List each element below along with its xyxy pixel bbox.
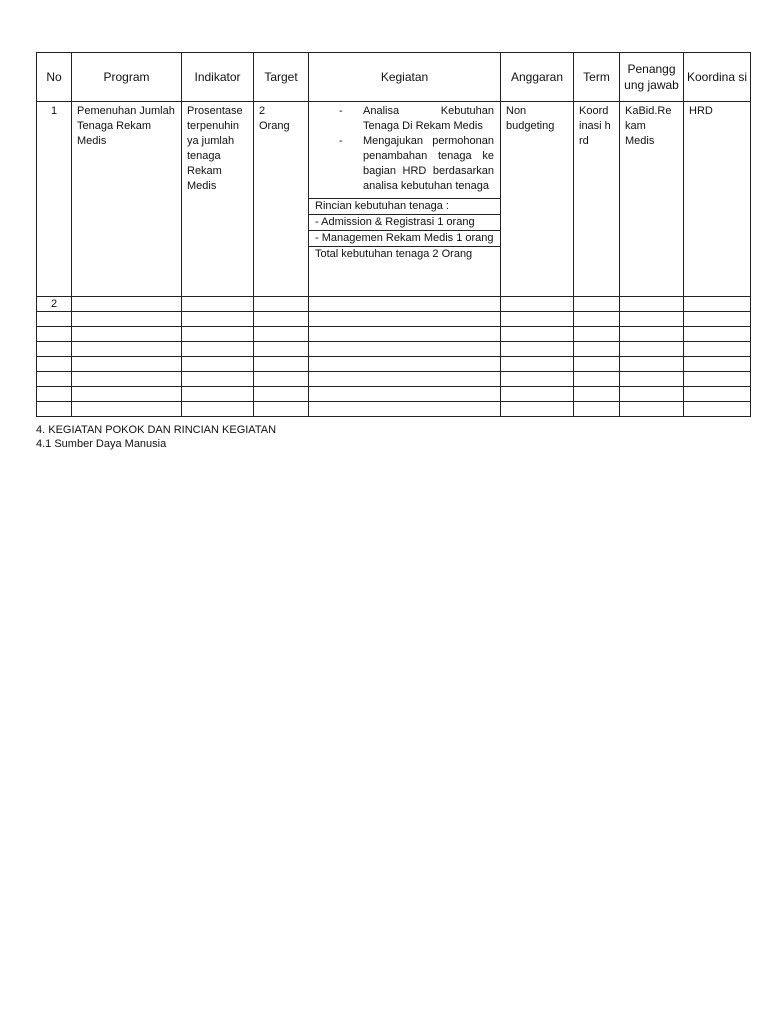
program-table: [36, 52, 751, 417]
rincian-total: Total kebutuhan tenaga 2 Orang: [309, 246, 500, 262]
row1-no: 1: [50, 105, 58, 117]
row1-program-cell: [72, 102, 182, 297]
row2-no-cell: [37, 297, 72, 312]
row1-term-cell: [574, 102, 620, 297]
header-indikator: Indikator: [182, 53, 254, 102]
table-row: [37, 102, 751, 297]
table-row: [37, 312, 751, 327]
table-row: [37, 357, 751, 372]
rincian-item: - Managemen Rekam Medis 1 orang: [309, 230, 500, 246]
row1-indikator: Prosentase terpenuhin ya jumlah tenaga Rekam Medis: [187, 105, 243, 192]
table-row: [37, 387, 751, 402]
header-no: No: [37, 53, 72, 102]
row2-no: 2: [50, 298, 58, 310]
table-row: [37, 297, 751, 312]
header-target: Target: [254, 53, 309, 102]
row1-anggaran: Non budgeting: [506, 105, 555, 132]
row1-term: Koord inasi hrd: [579, 105, 611, 147]
row1-penanggung-jawab: KaBid.Re kam Medis: [625, 105, 672, 147]
row1-target: 2 Orang: [259, 105, 290, 132]
kegiatan-item-text: Mengajukan permohonan penambahan tenaga ke bagian HRD berdasarkan analisa kebutuhan tenaga: [363, 135, 494, 192]
kegiatan-list: [309, 102, 500, 196]
row1-indikator-cell: [182, 102, 254, 297]
kegiatan-item-text: Analisa Kebutuhan Tenaga Di Rekam Medis: [363, 105, 494, 132]
row1-penanggung-jawab-cell: [620, 102, 684, 297]
rincian-title: Rincian kebutuhan tenaga :: [309, 198, 500, 214]
row1-koordinasi: HRD: [689, 105, 713, 117]
row1-anggaran-cell: [501, 102, 574, 297]
header-koordinasi: Koordina si: [684, 53, 751, 102]
header-kegiatan: Kegiatan: [309, 53, 501, 102]
row1-kegiatan-cell: [309, 102, 501, 297]
header-row: [37, 53, 751, 102]
row1-no-cell: [37, 102, 72, 297]
table-row: [37, 342, 751, 357]
table-row: [37, 327, 751, 342]
row1-program: Pemenuhan Jumlah Tenaga Rekam Medis: [77, 105, 175, 147]
kegiatan-item: - Analisa Kebutuhan Tenaga Di Rekam Medis: [339, 105, 494, 132]
header-program: Program: [72, 53, 182, 102]
row1-koordinasi-cell: [684, 102, 751, 297]
subsection-heading: 4.1 Sumber Daya Manusia: [36, 438, 167, 450]
table-row: [37, 402, 751, 417]
header-anggaran: Anggaran: [501, 53, 574, 102]
section-heading: 4. KEGIATAN POKOK DAN RINCIAN KEGIATAN: [36, 424, 277, 436]
rincian-item: - Admission & Registrasi 1 orang: [309, 214, 500, 230]
header-penanggung-jawab: Penangg ung jawab: [620, 53, 684, 102]
kegiatan-item: - Mengajukan permohonan penambahan tenaga ke bagian HRD berdasarkan analisa kebutuhan tenaga: [339, 135, 494, 192]
header-term: Term: [574, 53, 620, 102]
row1-target-cell: [254, 102, 309, 297]
table-row: [37, 372, 751, 387]
